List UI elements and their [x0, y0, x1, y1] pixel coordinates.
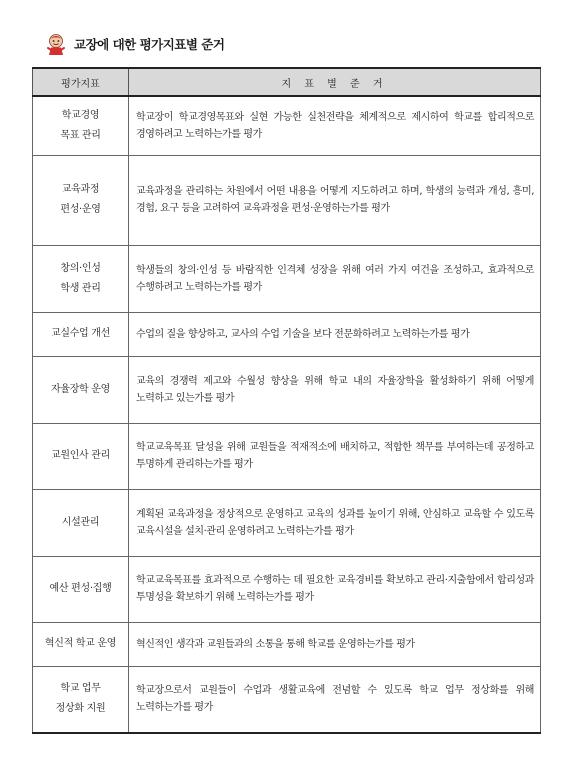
indicator-cell: 교원인사 관리	[33, 423, 129, 489]
table-row	[33, 489, 541, 556]
table-header-row	[33, 68, 541, 96]
cartoon-mascot-icon	[44, 32, 68, 56]
indicator-cell: 교육과정 편성·운영	[33, 155, 129, 245]
document-title: 교장에 대한 평가지표별 준거	[74, 37, 225, 52]
criteria-cell: 학교장으로서 교원들이 수업과 생활교육에 전념할 수 있도록 학교 업무 정상화를 위해 노력하는가를 평가	[129, 666, 541, 733]
criteria-table	[32, 67, 541, 734]
indicator-cell: 시설관리	[33, 489, 129, 556]
table-row	[33, 96, 541, 155]
criteria-cell: 학교교육목표 달성을 위해 교원들을 적재적소에 배치하고, 적합한 책무를 부여하는데 공정하고 투명하게 관리하는가를 평가	[129, 423, 541, 489]
criteria-cell: 계획된 교육과정을 정상적으로 운영하고 교육의 성과를 높이기 위해, 안심하고 교육할 수 있도록 교육시설을 설치·관리 운영하려고 노력하는가를 평가	[129, 489, 541, 556]
table-row	[33, 155, 541, 245]
header-criteria: 지 표 별 준 거	[129, 68, 541, 96]
indicator-cell: 창의·인성 학생 관리	[33, 245, 129, 312]
table-row	[33, 356, 541, 423]
table-row	[33, 312, 541, 356]
header-indicator: 평가지표	[33, 68, 129, 96]
indicator-cell: 학교경영 목표 관리	[33, 96, 129, 155]
table-row	[33, 245, 541, 312]
criteria-cell: 학생들의 창의·인성 등 바람직한 인격체 성장을 위해 여러 가지 여건을 조성하고, 효과적으로 수행하려고 노력하는가를 평가	[129, 245, 541, 312]
indicator-cell: 자율장학 운영	[33, 356, 129, 423]
criteria-cell: 혁신적인 생각과 교원들과의 소통을 통해 학교를 운영하는가를 평가	[129, 622, 541, 666]
criteria-cell: 학교장이 학교경영목표와 실현 가능한 실천전략을 체계적으로 제시하여 학교를 합리적으로 경영하려고 노력하는가를 평가	[129, 96, 541, 155]
table-row	[33, 622, 541, 666]
criteria-cell: 교육의 경쟁력 제고와 수월성 향상을 위해 학교 내의 자율장학을 활성화하기 위해 어떻게 노력하고 있는가를 평가	[129, 356, 541, 423]
criteria-cell: 학교교육목표를 효과적으로 수행하는 데 필요한 교육경비를 확보하고 관리·지출함에서 합리성과 투명성을 확보하기 위해 노력하는가를 평가	[129, 556, 541, 622]
indicator-cell: 학교 업무 정상화 지원	[33, 666, 129, 733]
criteria-cell: 수업의 질을 향상하고, 교사의 수업 기술을 보다 전문화하려고 노력하는가를 평가	[129, 312, 541, 356]
table-row	[33, 666, 541, 733]
table-row	[33, 423, 541, 489]
indicator-cell: 예산 편성·집행	[33, 556, 129, 622]
table-row	[33, 556, 541, 622]
document-title-row	[44, 32, 224, 56]
criteria-cell: 교육과정을 관리하는 차원에서 어떤 내용을 어떻게 지도하려고 하며, 학생의 능력과 개성, 흥미, 경험, 요구 등을 고려하여 교육과정을 편성·운영하는가를 평가	[129, 155, 541, 245]
indicator-cell: 교실수업 개선	[33, 312, 129, 356]
indicator-cell: 혁신적 학교 운영	[33, 622, 129, 666]
